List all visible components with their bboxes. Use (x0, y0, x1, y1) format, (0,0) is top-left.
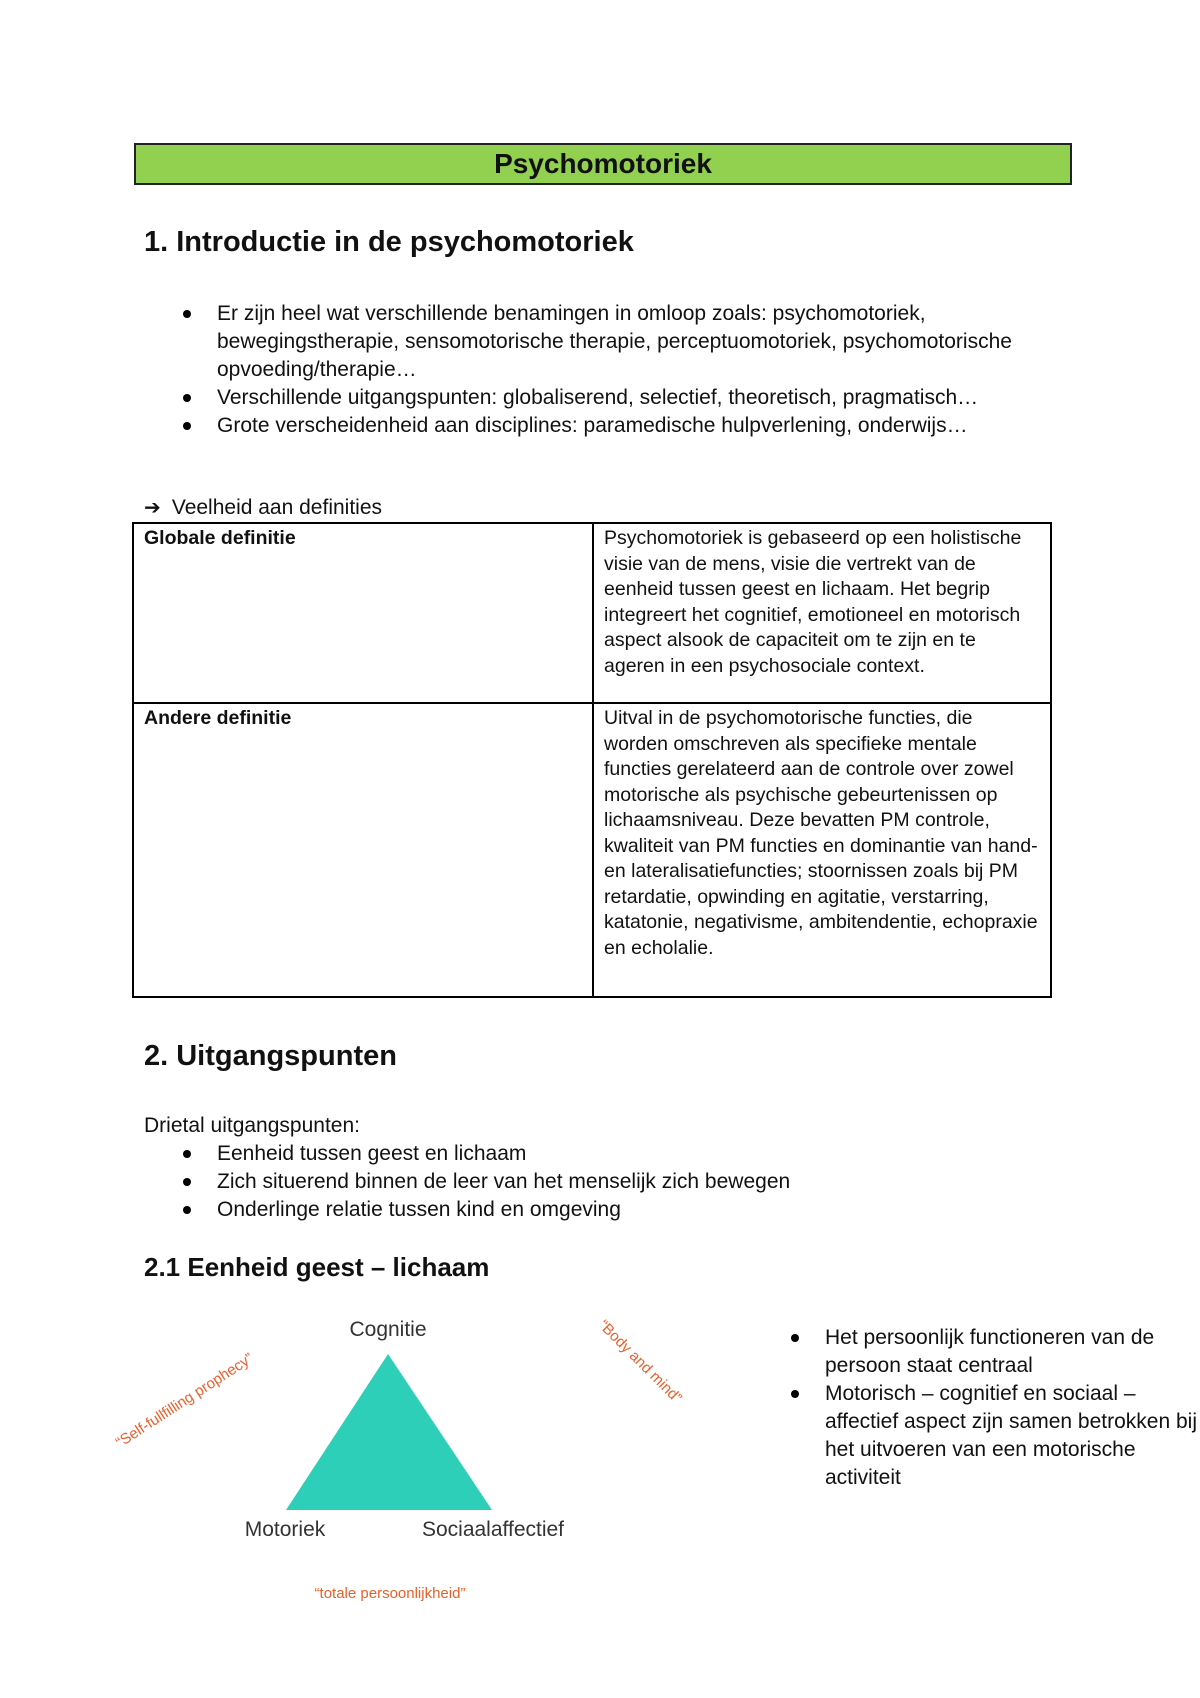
definition-label: Globale definitie (133, 523, 593, 703)
section-2-1-bullet-list (783, 1324, 1200, 1492)
section-1-heading: 1. Introductie in de psychomotoriek (144, 226, 634, 258)
definition-text: Psychomotoriek is gebaseerd op een holistische visie van de mens, visie die vertrekt van de eenheid tussen geest en lichaam. Het begrip integreert het cognitief, emotioneel en motorisch aspect alsook de capaciteit om te zijn en te ageren in een psychosociale context. (593, 523, 1051, 703)
list-item: Motorisch – cognitief en sociaal – affectief aspect zijn samen betrokken bij het uitvoeren van een motorische activiteit (783, 1380, 1200, 1492)
list-item: Zich situerend binnen de leer van het menselijk zich bewegen (175, 1168, 1055, 1196)
diagram-label-top: Cognitie (349, 1318, 427, 1341)
diagram-quote-bottom: “totale persoonlijkheid” (314, 1585, 466, 1602)
triangle-diagram (100, 1300, 720, 1630)
section-2-heading: 2. Uitgangspunten (144, 1040, 397, 1072)
list-item: Eenheid tussen geest en lichaam (175, 1140, 1055, 1168)
section-2-bullet-list (175, 1140, 1055, 1224)
section-1-bullet-list (175, 300, 1055, 440)
diagram-label-left: Motoriek (244, 1518, 326, 1541)
list-item: Grote verscheidenheid aan disciplines: paramedische hulpverlening, onderwijs… (175, 412, 1055, 440)
list-item: Onderlinge relatie tussen kind en omgeving (175, 1196, 1055, 1224)
diagram-label-right: Sociaalaffectief (421, 1518, 565, 1541)
table-row (133, 703, 1051, 997)
diagram-quote-left: “Self-fullfilling prophecy” (112, 1349, 257, 1452)
page-title: Psychomotoriek (134, 143, 1072, 185)
triangle-shape (286, 1354, 492, 1510)
definitions-table (132, 522, 1052, 998)
definition-label: Andere definitie (133, 703, 593, 997)
list-item: Verschillende uitgangspunten: globaliserend, selectief, theoretisch, pragmatisch… (175, 384, 1055, 412)
list-item: Het persoonlijk functioneren van de persoon staat centraal (783, 1324, 1200, 1380)
section-2-1-heading: 2.1 Eenheid geest – lichaam (144, 1252, 490, 1282)
arrow-right-icon: ➔ (144, 497, 161, 519)
definitions-intro-text: Veelheid aan definities (171, 496, 383, 519)
section-2-intro: Drietal uitgangspunten: (144, 1114, 360, 1137)
list-item: Er zijn heel wat verschillende benamingen in omloop zoals: psychomotoriek, bewegingstherapie, sensomotorische therapie, perceptuomotoriek, psychomotorische opvoeding/therapie… (175, 300, 1055, 384)
definitions-intro (144, 494, 382, 522)
diagram-quote-right: “Body and mind” (595, 1316, 686, 1407)
definition-text: Uitval in de psychomotorische functies, die worden omschreven als specifieke mentale functies gerelateerd aan de controle over zowel motorische als psychische gebeurtenissen op lichaamsniveau. Deze bevatten PM controle, kwaliteit van PM functies en dominantie van hand- en lateralisatiefuncties; stoornissen zoals bij PM retardatie, opwinding en agitatie, verstarring, katatonie, negativisme, ambitendentie, echopraxie en echolalie. (593, 703, 1051, 997)
table-row (133, 523, 1051, 703)
